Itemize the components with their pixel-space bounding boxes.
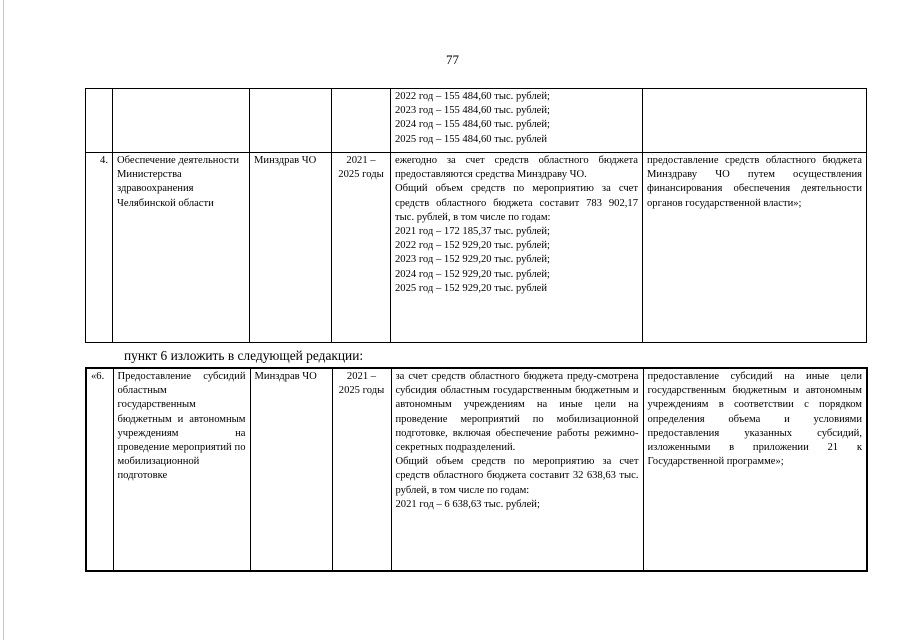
funding-intro: за счет средств областного бюджета преду-смотрена субсидия областным государственным бюджетным и автономным учреждениям на иные цели на проведение мероприятий по мобилизационной подготовке, включая обеспечение работы режимно-секретных подразделений. xyxy=(395,371,639,454)
cell-executor xyxy=(250,89,332,153)
year-line: 2021 год – 172 185,37 тыс. рублей; xyxy=(395,226,551,238)
measure-name: Предоставление субсидий областным государственным бюджетным и автономным учреждениям на проведение мероприятий по мобилизационной подготовке xyxy=(113,368,250,571)
year-line: 2024 год – 152 929,20 тыс. рублей; xyxy=(395,268,551,280)
table-row-6 xyxy=(86,368,867,571)
cell-funding xyxy=(391,89,643,153)
measures-table-top xyxy=(85,88,867,343)
measures-table-bottom xyxy=(85,367,868,572)
cell-funding xyxy=(391,368,643,571)
cell-num xyxy=(86,89,113,153)
mechanism: предоставление субсидий на иные цели государственным бюджетным и автономным учреждениям в соответствии с порядком определения объема и условиями предоставления указанных субсидий, изложенными в приложении 21 к Государственной программе»; xyxy=(643,368,867,571)
year-line: 2023 год – 155 484,60 тыс. рублей; xyxy=(395,105,551,117)
row-number: 4. xyxy=(86,153,113,343)
row-number: «6. xyxy=(86,368,113,571)
page-number: 77 xyxy=(446,52,459,67)
period: 2021 – 2025 годы xyxy=(332,153,391,343)
funding-intro: ежегодно за счет средств областного бюджета предоставляются средства Минздраву ЧО. xyxy=(395,155,638,181)
period: 2021 – 2025 годы xyxy=(332,368,391,571)
year-line: 2024 год – 155 484,60 тыс. рублей; xyxy=(395,119,551,131)
cell-name xyxy=(113,89,250,153)
year-line: 2023 год – 152 929,20 тыс. рублей; xyxy=(395,254,551,266)
executor: Минздрав ЧО xyxy=(250,368,332,571)
year-line: 2025 год – 152 929,20 тыс. рублей xyxy=(395,282,548,294)
executor: Минздрав ЧО xyxy=(250,153,332,343)
cell-mechanism xyxy=(643,89,867,153)
measure-name: Обеспечение деятельности Министерства здравоохранения Челябинской области xyxy=(113,153,250,343)
table-row-4 xyxy=(86,153,867,343)
funding-total: Общий объем средств по мероприятию за счет средств областного бюджета составит 783 902,17 тыс. рублей, в том числе по годам: xyxy=(395,183,638,223)
page-edge xyxy=(3,0,4,640)
year-line: 2021 год – 6 638,63 тыс. рублей; xyxy=(395,498,540,510)
cell-period xyxy=(332,89,391,153)
mechanism: предоставление средств областного бюджета Минздраву ЧО путем осуществления финансирования обеспечения деятельности органов государственной власти»; xyxy=(643,153,867,343)
table-row-continued xyxy=(86,89,867,153)
funding-total: Общий объем средств по мероприятию за счет средств областного бюджета составит 32 638,63 тыс. рублей, в том числе по годам: xyxy=(395,456,639,496)
amendment-instruction: пункт 6 изложить в следующей редакции: xyxy=(124,348,364,363)
year-line: 2022 год – 152 929,20 тыс. рублей; xyxy=(395,240,551,252)
cell-funding xyxy=(391,153,643,343)
year-line: 2022 год – 155 484,60 тыс. рублей; xyxy=(395,91,551,102)
year-line: 2025 год – 155 484,60 тыс. рублей xyxy=(395,133,548,145)
